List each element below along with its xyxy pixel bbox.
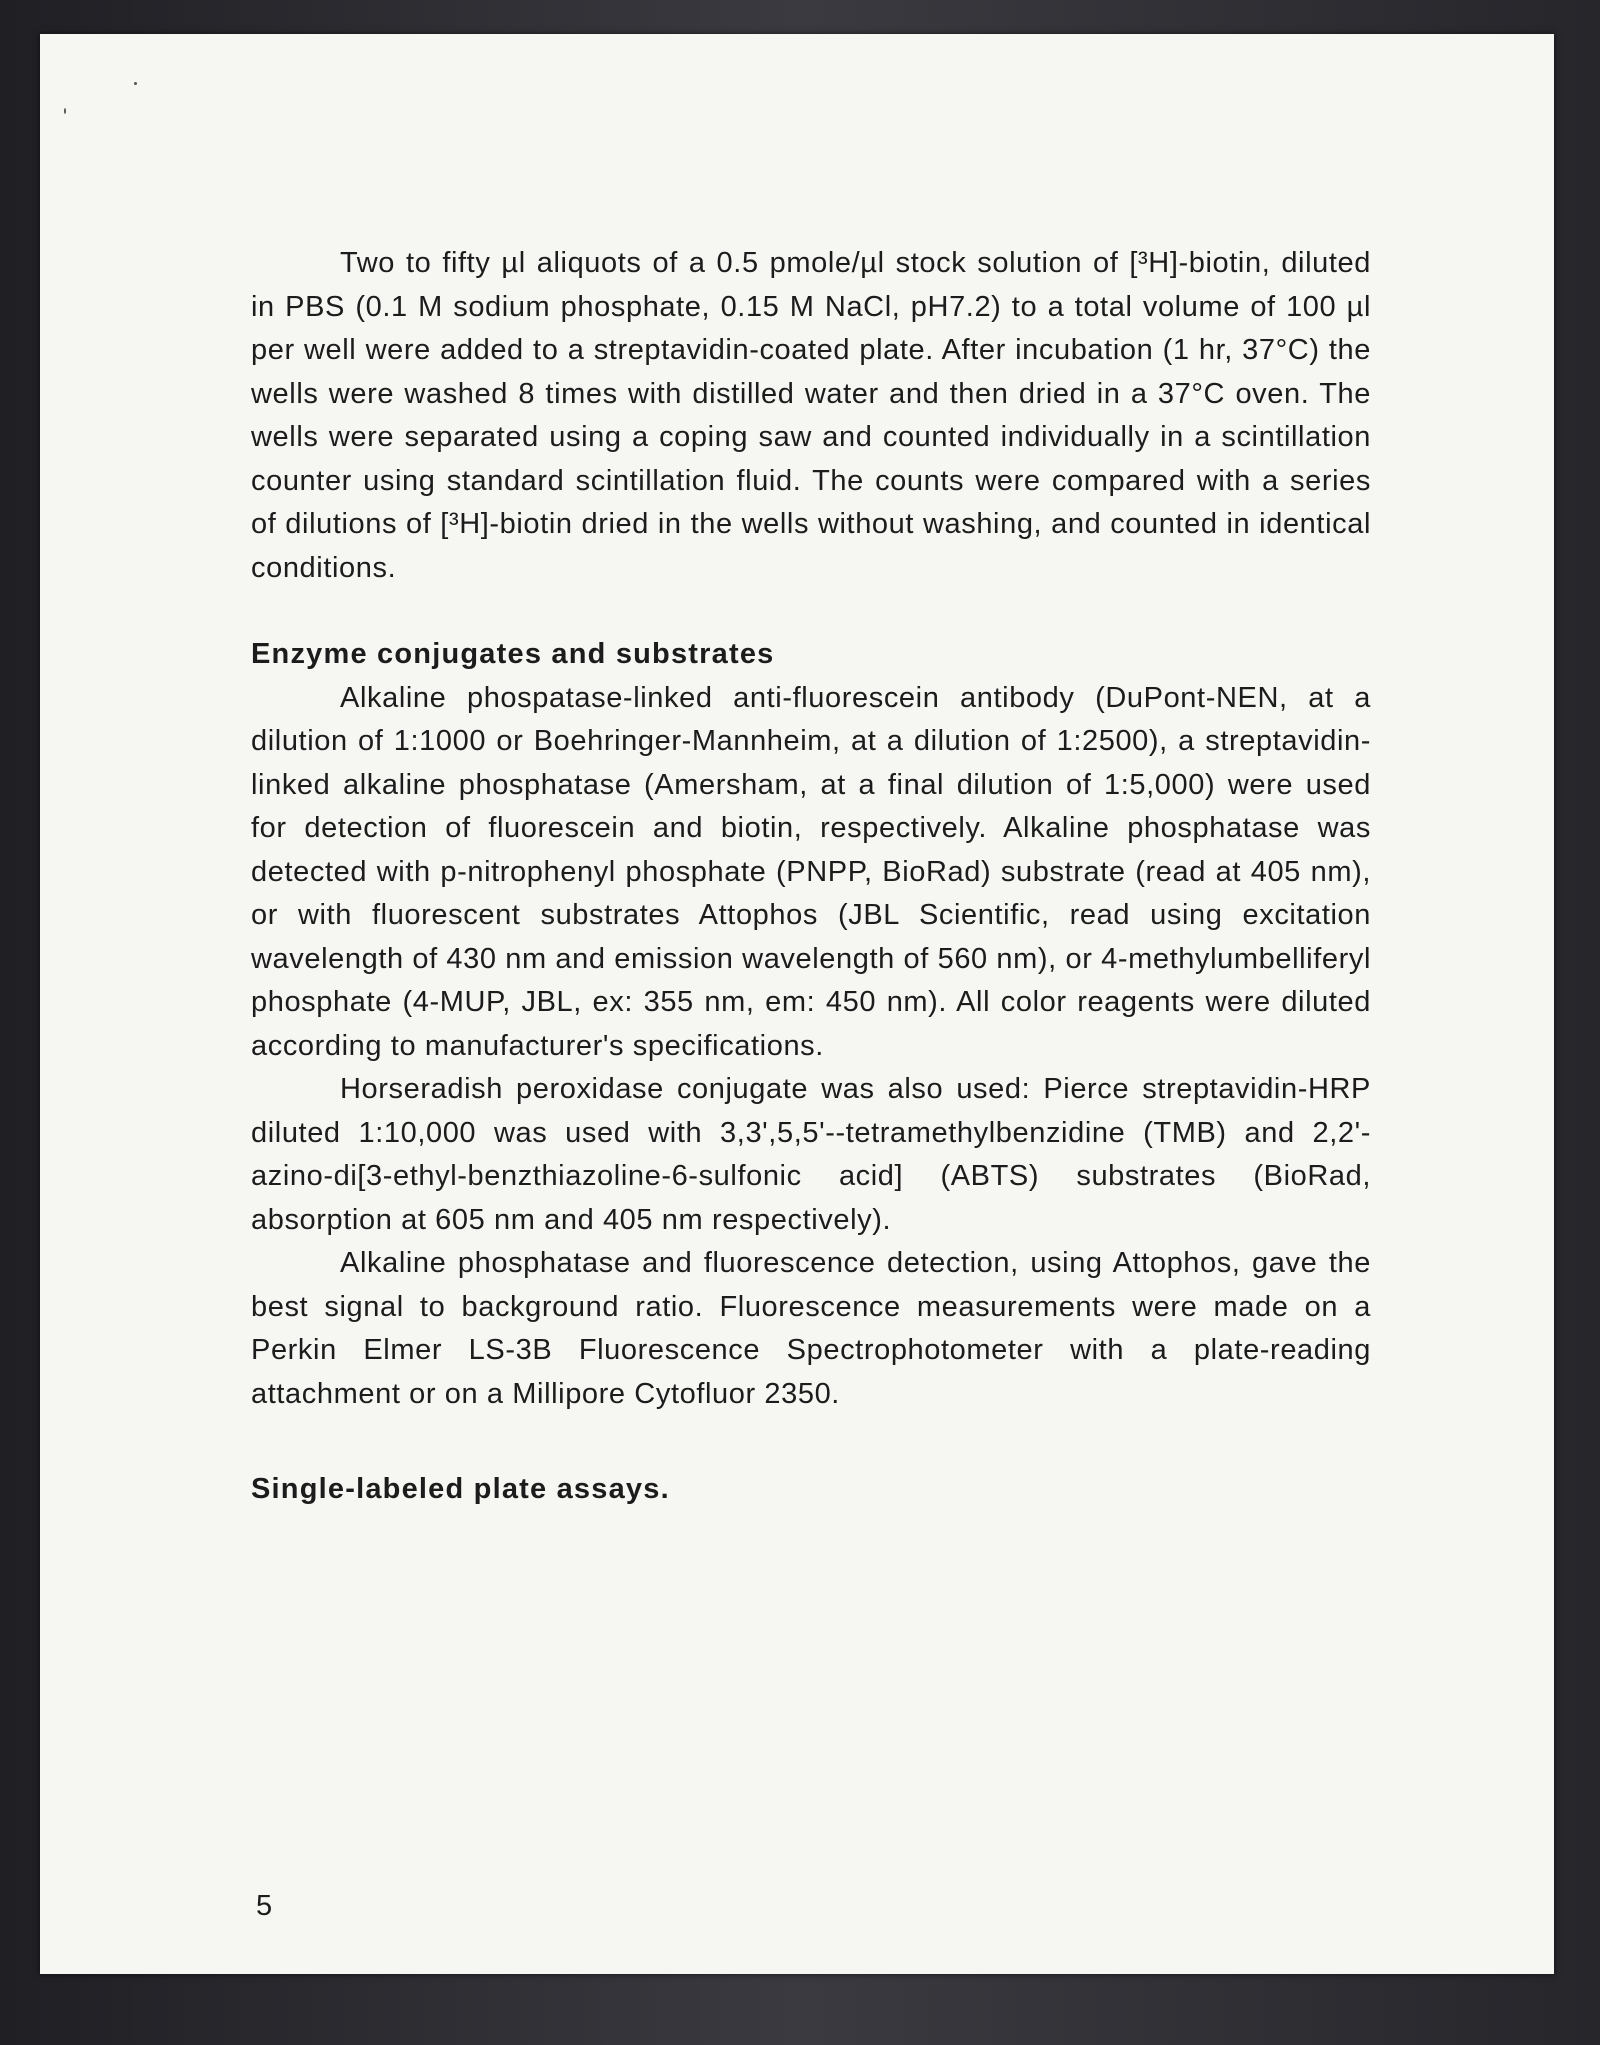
- page-number: 5: [256, 1890, 273, 1922]
- body-text: [251, 242, 1371, 1512]
- document-page: [40, 34, 1554, 1974]
- paragraph-alkaline-phosphatase: Alkaline phospatase-linked anti-fluorescein antibody (DuPont-NEN, at a dilution of 1:1000 or Boehringer-Mannheim, at a dilution of 1:2500), a streptavidin-linked alkaline phosphatase (Amersham, at a final dilution of 1:5,000) were used for detection of fluorescein and biotin, respectively. Alkaline phosphatase was detected with p-nitrophenyl phosphate (PNPP, BioRad) substrate (read at 405 nm), or with fluorescent substrates Attophos (JBL Scientific, read using excitation wavelength of 430 nm and emission wavelength of 560 nm), or 4-methylumbelliferyl phosphate (4-MUP, JBL, ex: 355 nm, em: 450 nm). All color reagents were diluted according to manufacturer's specifications.: [251, 681, 1371, 1062]
- heading-enzyme-conjugates: Enzyme conjugates and substrates: [251, 638, 775, 670]
- paragraph-horseradish-peroxidase: Horseradish peroxidase conjugate was also used: Pierce streptavidin-HRP diluted 1:10,000 was used with 3,3',5,5'--tetramethylbenzidine (TMB) and 2,2'-azino-di[3-ethyl-benzthiazoline-6-sulfonic acid] (ABTS) substrates (BioRad, absorption at 605 nm and 405 nm respectively).: [251, 1073, 1371, 1236]
- paragraph-fluorescence-detection: Alkaline phosphatase and fluorescence detection, using Attophos, gave the best signal to background ratio. Fluorescence measurements were made on a Perkin Elmer LS-3B Fluorescence Spectrophotometer with a plate-reading attachment or on a Millipore Cytofluor 2350.: [251, 1247, 1371, 1410]
- paragraph-biotin-assay: Two to fifty µl aliquots of a 0.5 pmole/µl stock solution of [³H]-biotin, diluted in PBS (0.1 M sodium phosphate, 0.15 M NaCl, pH7.2) to a total volume of 100 µl per well were added to a streptavidin-coated plate. After incubation (1 hr, 37°C) the wells were washed 8 times with distilled water and then dried in a 37°C oven. The wells were separated using a coping saw and counted individually in a scintillation counter using standard scintillation fluid. The counts were compared with a series of dilutions of [³H]-biotin dried in the wells without washing, and counted in identical conditions.: [251, 247, 1371, 584]
- scan-speck: [64, 108, 66, 114]
- heading-single-labeled-assays: Single-labeled plate assays.: [251, 1473, 670, 1505]
- scan-speck: [134, 82, 137, 85]
